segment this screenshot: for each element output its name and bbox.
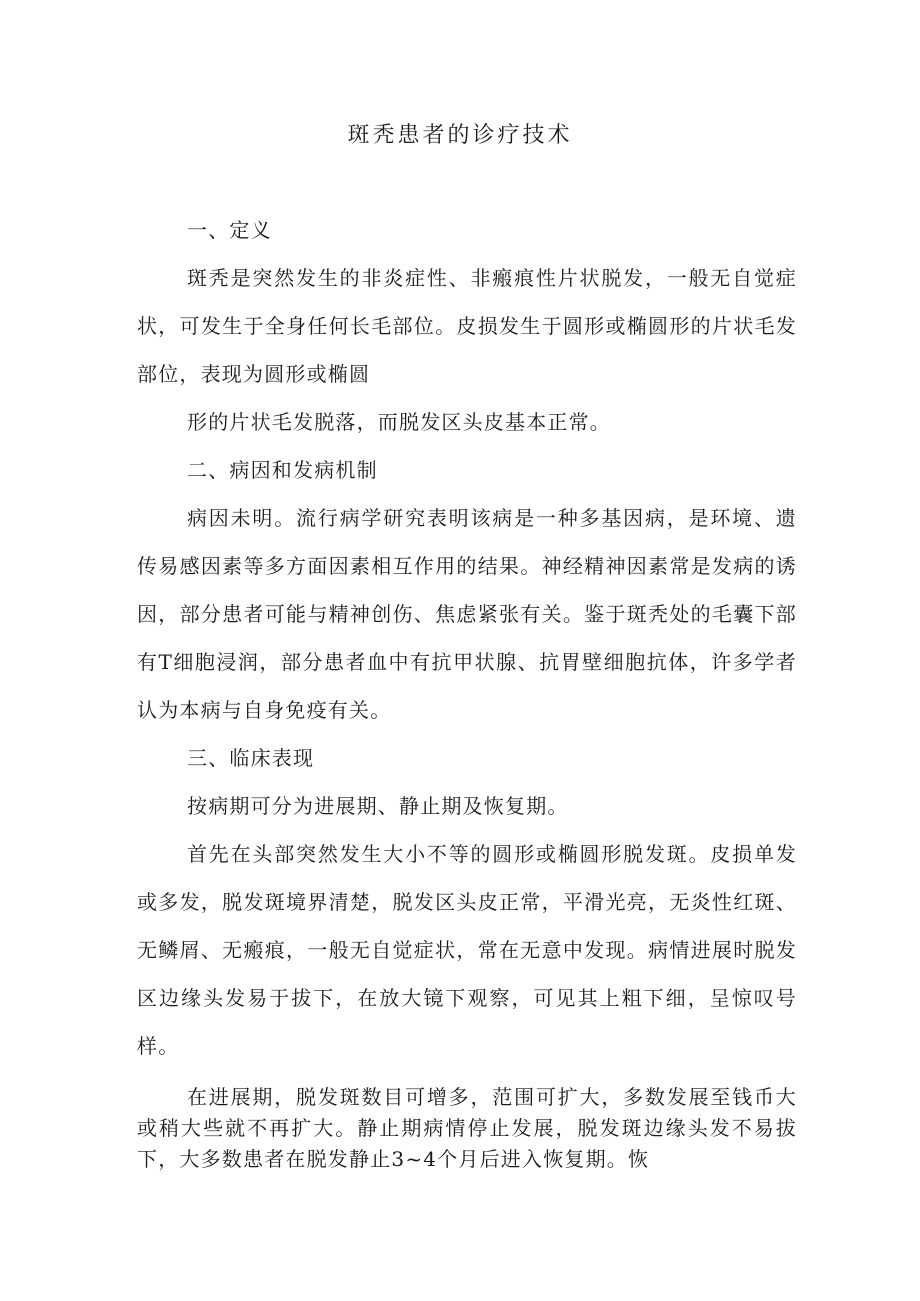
document-body — [137, 206, 797, 1175]
paragraph-definition-continued: 形的片状毛发脱落，而脱发区头皮基本正常。 — [187, 410, 611, 434]
paragraph-definition: 斑秃是突然发生的非炎症性、非瘢痕性片状脱发，一般无自觉症状，可发生于全身任何长毛部位。皮损发生于圆形或椭圆形的片状毛发部位，表现为圆形或椭圆 — [137, 266, 797, 386]
paragraph-stages: 按病期可分为进展期、静止期及恢复期。 — [187, 794, 569, 818]
paragraph-onset: 首先在头部突然发生大小不等的圆形或椭圆形脱发斑。皮损单发或多发，脱发斑境界清楚，脱发区头皮正常，平滑光亮，无炎性红斑、无鳞屑、无瘢痕，一般无自觉症状，常在无意中发现。病情进展时脱发区边缘头发易于拔下，在放大镜下观察，可见其上粗下细，呈惊叹号样。 — [137, 842, 797, 1058]
section-heading-etiology: 二、病因和发病机制 — [187, 458, 378, 482]
paragraph-etiology: 病因未明。流行病学研究表明该病是一种多基因病，是环境、遗传易感因素等多方面因素相互作用的结果。神经精神因素常是发病的诱因，部分患者可能与精神创伤、焦虑紧张有关。鉴于斑秃处的毛囊下部有T细胞浸润，部分患者血中有抗甲状腺、抗胃壁细胞抗体，许多学者认为本病与自身免疫有关。 — [137, 506, 797, 722]
section-heading-definition: 一、定义 — [187, 218, 272, 242]
paragraph-progression: 在进展期，脱发斑数目可增多，范围可扩大，多数发展至钱币大或稍大些就不再扩大。静止期病情停止发展，脱发斑边缘头发不易拔下，大多数患者在脱发静止3~4个月后进入恢复期。恢 — [137, 1085, 797, 1171]
document-title: 斑秃患者的诊疗技术 — [347, 123, 573, 148]
section-heading-clinical: 三、临床表现 — [187, 746, 315, 770]
